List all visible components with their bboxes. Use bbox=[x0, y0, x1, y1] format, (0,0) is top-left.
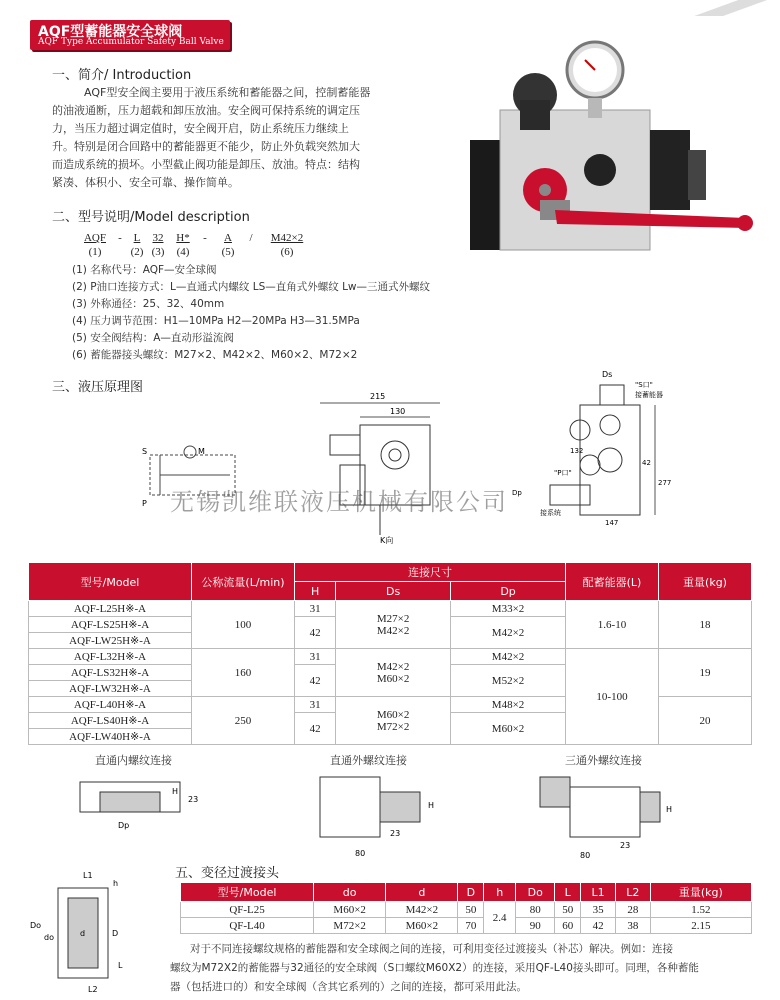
adapter-cell: QF-L40 bbox=[181, 918, 314, 934]
dim-label: 23 bbox=[620, 841, 631, 850]
h-cell: 42 bbox=[295, 617, 336, 649]
s-port-label: "S口" bbox=[635, 381, 653, 389]
dim-label: do bbox=[44, 933, 54, 942]
side-view-drawing bbox=[510, 365, 670, 540]
intro-line: 紧凑、体积小、安全可靠、操作简单。 bbox=[52, 176, 239, 189]
th-dp: Dp bbox=[451, 582, 566, 601]
intro-line: 升。特别是闭合回路中的蓄能器更不能少，防止外负载突然加大 bbox=[52, 140, 360, 153]
k-direction-label: K向 bbox=[380, 536, 394, 545]
dim-215: 215 bbox=[370, 392, 386, 401]
acc-cell: 10-100 bbox=[566, 649, 659, 745]
code-part: - bbox=[118, 232, 122, 244]
th-adapter: do bbox=[314, 883, 386, 902]
table-row bbox=[181, 918, 752, 934]
model-code-numbers bbox=[80, 242, 312, 260]
dim-label: Dp bbox=[118, 821, 130, 830]
th-adapter: L1 bbox=[581, 883, 616, 902]
code-num: (4) bbox=[176, 246, 190, 258]
intro-line: 而造成系统的损坏。小型截止阀功能是卸压、放油。特点：结构 bbox=[52, 158, 360, 171]
dim-label: 80 bbox=[580, 851, 591, 860]
model-cell: AQF-LS32H※-A bbox=[29, 665, 192, 681]
acc-cell: 1.6-10 bbox=[566, 601, 659, 649]
ds-value: M27×2 bbox=[376, 612, 410, 625]
model-cell: AQF-LS25H※-A bbox=[29, 617, 192, 633]
adapter-cell: 2.4 bbox=[484, 902, 516, 934]
conn-caption-1: 直通内螺纹连接 bbox=[95, 754, 172, 767]
adapter-cell: 42 bbox=[581, 918, 616, 934]
dim-label: Do bbox=[30, 921, 42, 930]
model-cell: AQF-L32H※-A bbox=[29, 649, 192, 665]
schematic-s-label: S bbox=[142, 447, 148, 456]
weight-cell: 18 bbox=[659, 601, 752, 649]
dim-label: H bbox=[666, 805, 673, 814]
code-part: AQF bbox=[83, 232, 106, 244]
model-items bbox=[72, 262, 632, 364]
adapter-cell: 2.15 bbox=[650, 918, 751, 934]
conn-drawing-3 bbox=[520, 772, 680, 862]
ds-cell bbox=[336, 649, 451, 697]
h-cell: 31 bbox=[295, 601, 336, 617]
adapter-cell: M60×2 bbox=[314, 902, 386, 918]
ds-cell bbox=[336, 601, 451, 649]
adapter-cell: 90 bbox=[516, 918, 555, 934]
footer-line: 器（包括进口的）和安全球阀（含其它系列的）之间的连接，都可采用此法。 bbox=[170, 981, 527, 993]
ds-value: M42×2 bbox=[376, 624, 410, 637]
model-cell: AQF-LS40H※-A bbox=[29, 713, 192, 729]
valve-product-photo bbox=[460, 40, 760, 260]
h-cell: 42 bbox=[295, 713, 336, 745]
adapter-cell: M60×2 bbox=[386, 918, 458, 934]
title-en: AQF Type Accumulator Safety Ball Valve bbox=[38, 37, 224, 47]
th-h: H bbox=[295, 582, 336, 601]
dim-label: 23 bbox=[390, 829, 401, 838]
dp-cell: M42×2 bbox=[451, 649, 566, 665]
dim-130: 130 bbox=[390, 407, 406, 416]
dim-ds: Ds bbox=[602, 370, 613, 379]
adapter-cell: 35 bbox=[581, 902, 616, 918]
th-conn: 连接尺寸 bbox=[295, 563, 566, 582]
model-item: (6) 蓄能器接头螺纹：M27×2、M42×2、M60×2、M72×2 bbox=[72, 349, 358, 361]
model-heading: 二、型号说明/Model description bbox=[52, 210, 250, 225]
model-item: (5) 安全阀结构：A—直动形溢流阀 bbox=[72, 332, 234, 344]
flow-cell: 160 bbox=[192, 649, 295, 697]
footer-paragraph bbox=[170, 940, 770, 997]
code-part: 32 bbox=[152, 232, 164, 244]
adapter-cell: 38 bbox=[615, 918, 650, 934]
title-cn: AQF型蓄能器安全球阀 bbox=[38, 24, 183, 40]
code-part: A bbox=[224, 232, 232, 244]
model-cell: AQF-L40H※-A bbox=[29, 697, 192, 713]
th-adapter: 重量(kg) bbox=[650, 883, 751, 902]
ds-value: M72×2 bbox=[376, 720, 410, 733]
th-acc: 配蓄能器(L) bbox=[566, 563, 659, 601]
th-flow: 公称流量(L/min) bbox=[192, 563, 295, 601]
table-row bbox=[181, 902, 752, 918]
ds-value: M60×2 bbox=[376, 708, 410, 721]
flow-cell: 100 bbox=[192, 601, 295, 649]
model-cell: AQF-L25H※-A bbox=[29, 601, 192, 617]
th-adapter: D bbox=[458, 883, 484, 902]
adapter-cell: M42×2 bbox=[386, 902, 458, 918]
th-ds: Ds bbox=[336, 582, 451, 601]
intro-line: 的油液通断，压力超载和卸压放油。安全阀可保持系统的调定压 bbox=[52, 104, 360, 117]
dp-cell: M33×2 bbox=[451, 601, 566, 617]
adapter-cell: M72×2 bbox=[314, 918, 386, 934]
code-part: - bbox=[203, 232, 207, 244]
dp-cell: M52×2 bbox=[451, 665, 566, 697]
weight-cell: 20 bbox=[659, 697, 752, 745]
th-adapter: h bbox=[484, 883, 516, 902]
weight-cell: 19 bbox=[659, 649, 752, 697]
dim-dp: Dp bbox=[512, 489, 522, 497]
code-num: (2) bbox=[130, 246, 144, 258]
adapter-cell: 28 bbox=[615, 902, 650, 918]
watermark: 无锡凯维联液压机械有限公司 bbox=[170, 488, 508, 516]
dp-cell: M42×2 bbox=[451, 617, 566, 649]
code-num: (5) bbox=[221, 246, 235, 258]
adapter-cell: 50 bbox=[555, 902, 581, 918]
h-cell: 42 bbox=[295, 665, 336, 697]
spec-table bbox=[28, 562, 752, 745]
p-port-label: "P口" bbox=[554, 469, 572, 477]
h-cell: 31 bbox=[295, 697, 336, 713]
th-adapter: L2 bbox=[615, 883, 650, 902]
dim-label: D bbox=[112, 929, 119, 938]
system-label: 接系统 bbox=[540, 509, 561, 517]
adapter-drawing bbox=[28, 868, 138, 996]
code-part: / bbox=[249, 232, 253, 244]
code-part: L bbox=[133, 232, 141, 244]
adapter-cell: 60 bbox=[555, 918, 581, 934]
dim-147: 147 bbox=[605, 519, 619, 527]
dim-label: h bbox=[113, 879, 119, 888]
model-cell: AQF-LW40H※-A bbox=[29, 729, 192, 745]
conn-drawing-1 bbox=[70, 772, 200, 842]
table-row bbox=[29, 649, 752, 665]
front-view-drawing bbox=[300, 385, 490, 545]
adapter-heading: 五、变径过渡接头 bbox=[175, 866, 280, 881]
model-item: (4) 压力调节范围：H1—10MPa H2—20MPa H3—31.5MPa bbox=[72, 315, 360, 327]
dim-label: H bbox=[428, 801, 435, 810]
code-num: (1) bbox=[88, 246, 102, 258]
schematic-p-label: P bbox=[142, 499, 147, 508]
intro-line: 力，当压力超过调定值时，安全阀开启，防止系统压力继续上 bbox=[52, 122, 349, 135]
code-part: M42×2 bbox=[270, 232, 304, 244]
code-part: H* bbox=[176, 232, 190, 244]
dp-cell: M48×2 bbox=[451, 697, 566, 713]
code-num: (3) bbox=[151, 246, 165, 258]
footer-line: 对于不同连接螺纹规格的蓄能器和安全球阀之间的连接，可利用变径过渡接头（补芯）解决。例如：连接 bbox=[190, 943, 673, 955]
adapter-table bbox=[180, 882, 752, 934]
ds-value: M60×2 bbox=[376, 672, 410, 685]
adapter-cell: 1.52 bbox=[650, 902, 751, 918]
dim-label: d bbox=[80, 929, 86, 938]
model-item: (1) 名称代号：AQF—安全球阀 bbox=[72, 264, 217, 276]
conn-drawing-2 bbox=[300, 772, 440, 862]
dim-label: 23 bbox=[188, 795, 199, 804]
adapter-cell: 70 bbox=[458, 918, 484, 934]
accumulator-label: 接蓄能器 bbox=[635, 391, 663, 399]
corner-decoration bbox=[680, 0, 780, 16]
footer-line: 螺纹为M72X2的蓄能器与32通径的安全球阀（S口螺纹M60X2）的连接，采用QF-L40接头即可。同理，各种蓄能 bbox=[170, 962, 699, 974]
hydraulic-heading: 三、液压原理图 bbox=[52, 380, 144, 395]
dim-label: L1 bbox=[83, 871, 93, 880]
intro-line: AQF型安全阀主要用于液压系统和蓄能器之间，控制蓄能器 bbox=[84, 86, 371, 99]
code-num: (6) bbox=[280, 246, 294, 258]
model-cell: AQF-LW25H※-A bbox=[29, 633, 192, 649]
conn-caption-2: 直通外螺纹连接 bbox=[330, 754, 407, 767]
page-title-box bbox=[30, 20, 230, 50]
schematic-m-label: M bbox=[198, 447, 205, 456]
dim-42: 42 bbox=[642, 459, 651, 467]
model-item: (3) 外称通径：25、32、40mm bbox=[72, 298, 225, 310]
dim-132: 132 bbox=[570, 447, 584, 455]
adapter-cell: 80 bbox=[516, 902, 555, 918]
th-adapter: L bbox=[555, 883, 581, 902]
dim-label: L bbox=[118, 961, 123, 970]
h-cell: 31 bbox=[295, 649, 336, 665]
th-weight: 重量(kg) bbox=[659, 563, 752, 601]
dim-label: 80 bbox=[355, 849, 366, 858]
ds-cell bbox=[336, 697, 451, 745]
intro-heading: 一、简介/ Introduction bbox=[52, 68, 192, 83]
dim-label: L2 bbox=[88, 985, 98, 994]
th-adapter: d bbox=[386, 883, 458, 902]
table-row bbox=[29, 601, 752, 617]
model-item: (2) P油口连接方式：L—直通式内螺纹 LS—直角式外螺纹 Lw—三通式外螺纹 bbox=[72, 281, 431, 293]
adapter-cell: 50 bbox=[458, 902, 484, 918]
ds-value: M42×2 bbox=[376, 660, 410, 673]
adapter-cell: QF-L25 bbox=[181, 902, 314, 918]
dp-cell: M60×2 bbox=[451, 713, 566, 745]
th-adapter: 型号/Model bbox=[181, 883, 314, 902]
th-adapter: Do bbox=[516, 883, 555, 902]
model-cell: AQF-LW32H※-A bbox=[29, 681, 192, 697]
th-model: 型号/Model bbox=[29, 563, 192, 601]
dim-label: H bbox=[172, 787, 179, 796]
conn-caption-3: 三通外螺纹连接 bbox=[565, 754, 642, 767]
flow-cell: 250 bbox=[192, 697, 295, 745]
dim-277: 277 bbox=[658, 479, 672, 487]
intro-paragraph bbox=[52, 84, 472, 192]
